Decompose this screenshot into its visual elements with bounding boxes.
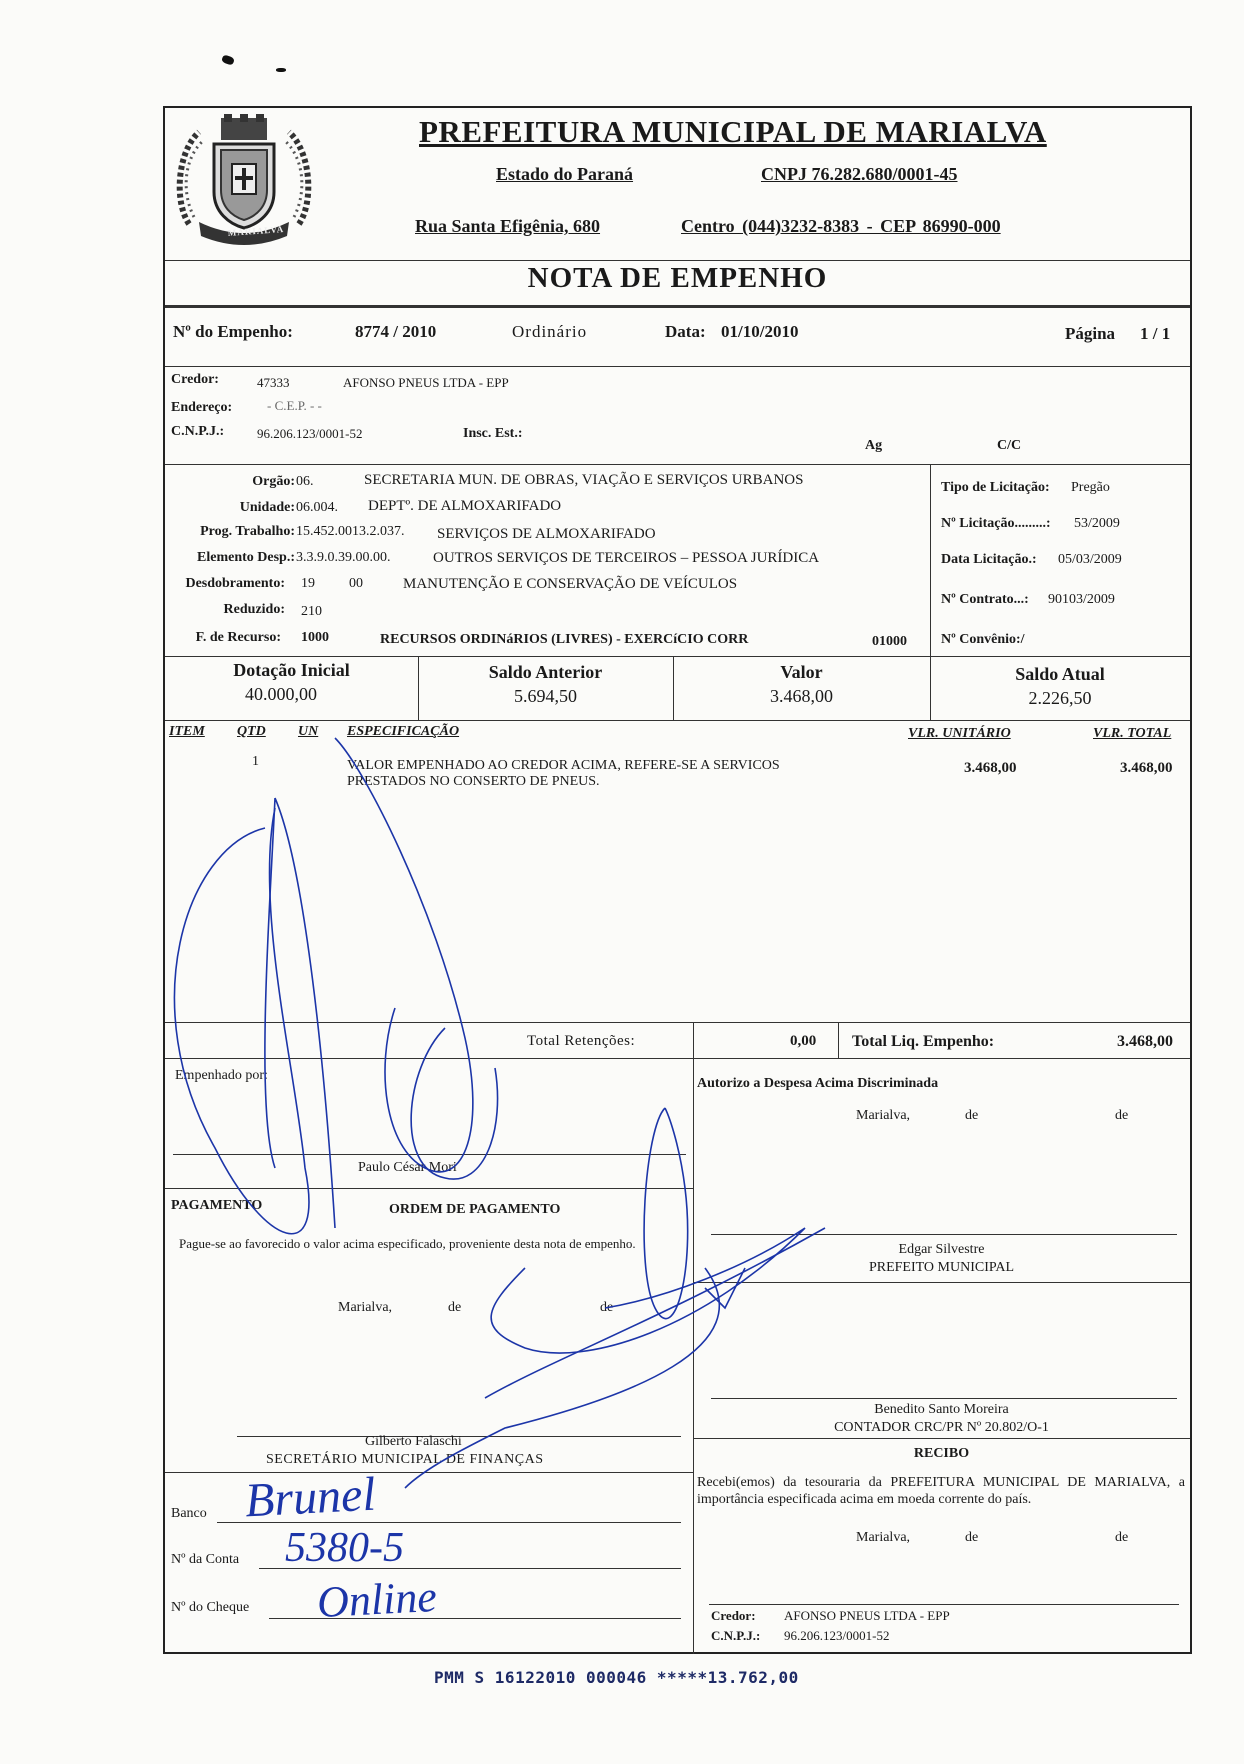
contrato-number: 90103/2009 (1048, 592, 1115, 607)
prefeito-name: Edgar Silvestre (898, 1242, 985, 1257)
total-value-column-header: VLR. TOTAL (1093, 726, 1172, 741)
recibo-cnpj-label: C.N.P.J.: (711, 1628, 761, 1643)
page-label: Página (1065, 324, 1116, 343)
autorizo-place: Marialva, (856, 1108, 911, 1123)
valor-value: 3.468,00 (770, 686, 833, 706)
cheque-handwritten: Online (315, 1571, 438, 1628)
autorizo-despesa-text: Autorizo a Despesa Acima Discriminada (697, 1076, 939, 1091)
saldo-anterior-label: Saldo Anterior (488, 662, 603, 682)
contador-name: Benedito Santo Moreira (874, 1402, 1009, 1417)
fonte-recurso-label: F. de Recurso: (195, 630, 281, 645)
credor-cnpj-label: C.N.P.J.: (171, 424, 225, 439)
valor-label: Valor (780, 662, 823, 682)
elemento-desp-label: Elemento Desp.: (197, 550, 295, 565)
address-label: Endereço: (171, 400, 233, 415)
recibo-cnpj: 96.206.123/0001-52 (784, 1628, 890, 1643)
orgao-description: SECRETARIA MUN. DE OBRAS, VIAÇÃO E SERVIÇOS URBANOS (364, 472, 804, 488)
scan-mark (221, 54, 235, 66)
state-name: Estado do Paraná (496, 164, 634, 184)
saldo-atual-value: 2.226,50 (1028, 688, 1092, 708)
licitacao-date-label: Data Licitação.: (941, 552, 1037, 567)
cheque-label: Nº do Cheque (171, 1600, 250, 1615)
empenho-number-label: Nº do Empenho: (173, 322, 293, 341)
pagamento-de-2: de (600, 1300, 614, 1315)
saldo-atual-label: Saldo Atual (1015, 664, 1105, 684)
un-column-header: UN (298, 724, 319, 739)
item-spec-line-2: PRESTADOS NO CONSERTO DE PNEUS. (347, 774, 600, 789)
conta-label: Nº da Conta (171, 1552, 240, 1567)
municipal-street: Rua Santa Efigênia, 680 (415, 216, 601, 236)
especificacao-column-header: ESPECIFICAÇÃO (347, 724, 460, 739)
conta-handwritten: 5380-5 (285, 1525, 404, 1571)
seal-banner-text: MARIALVA (227, 224, 285, 238)
empenhado-por-name: Paulo César Mori (358, 1160, 457, 1175)
desdobramento-label: Desdobramento: (185, 576, 285, 591)
item-spec-line-1: VALOR EMPENHADO AO CREDOR ACIMA, REFERE-SE A SERVICOS (347, 758, 780, 773)
item-qty: 1 (252, 754, 259, 769)
document-title: NOTA DE EMPENHO (527, 262, 828, 294)
banco-label: Banco (171, 1506, 207, 1521)
desdobramento-code: 19 (301, 576, 315, 591)
total-retencoes-label: Total Retenções: (527, 1033, 636, 1049)
pagamento-place: Marialva, (338, 1300, 393, 1315)
saldo-anterior-value: 5.694,50 (514, 686, 577, 706)
municipal-address: Centro (044)3232-8383 - CEP 86990-000 (681, 216, 1001, 236)
nota-de-empenho-form (163, 106, 1192, 1654)
elemento-desp-description: OUTROS SERVIÇOS DE TERCEIROS – PESSOA JURÍDICA (433, 550, 820, 566)
total-retencoes-value: 0,00 (790, 1033, 817, 1049)
dotacao-inicial-value: 40.000,00 (245, 684, 317, 704)
qtd-column-header: QTD (237, 724, 266, 739)
convenio-label: Nº Convênio:/ (941, 632, 1025, 647)
elemento-desp-code: 3.3.9.0.39.00.00. (296, 550, 391, 565)
pagamento-text: Pague-se ao favorecido o valor acima especificado, proveniente desta nota de empenho. (179, 1236, 636, 1251)
municipal-cnpj: CNPJ 76.282.680/0001-45 (761, 164, 958, 184)
empenho-number: 8774 / 2010 (355, 322, 437, 341)
contrato-label: Nº Contrato...: (941, 592, 1029, 607)
recibo-text: Recebi(emos) da tesouraria da PREFEITURA MUNICIPAL DE MARIALVA, a importância especificada acima em moeda corrente do país. (697, 1475, 1185, 1507)
total-liquido-value: 3.468,00 (1117, 1033, 1173, 1050)
page-title: PREFEITURA MUNICIPAL DE MARIALVA (419, 114, 1047, 149)
banco-handwritten: Brunel (243, 1467, 377, 1528)
recibo-title: RECIBO (913, 1446, 970, 1461)
autorizo-de-2: de (1115, 1108, 1129, 1123)
recibo-credor-label: Credor: (711, 1608, 756, 1623)
recibo-de-2: de (1115, 1530, 1129, 1545)
date-label: Data: (665, 322, 706, 341)
credor-label: Credor: (171, 372, 219, 387)
contador-title: CONTADOR CRC/PR Nº 20.802/O-1 (834, 1420, 1049, 1435)
empenho-type: Ordinário (512, 322, 588, 341)
dotacao-inicial-label: Dotação Inicial (233, 660, 350, 680)
prefeito-title: PREFEITO MUNICIPAL (868, 1260, 1015, 1275)
item-column-header: ITEM (169, 724, 205, 739)
prog-trabalho-label: Prog. Trabalho: (200, 524, 295, 539)
secretario-name: Gilberto Falaschi (365, 1434, 462, 1449)
ordem-pagamento-label: ORDEM DE PAGAMENTO (389, 1202, 561, 1217)
recibo-de-1: de (965, 1530, 979, 1545)
page-number: 1 / 1 (1140, 324, 1171, 343)
credor-cnpj: 96.206.123/0001-52 (257, 426, 363, 441)
prog-trabalho-code: 15.452.0013.2.037. (296, 524, 405, 539)
recibo-place: Marialva, (856, 1530, 911, 1545)
total-liquido-label: Total Liq. Empenho: (852, 1033, 995, 1050)
orgao-label: Orgão: (252, 474, 295, 489)
licitacao-date: 05/03/2009 (1058, 552, 1122, 567)
secretario-title: SECRETÁRIO MUNICIPAL DE FINANÇAS (266, 1452, 544, 1467)
prog-trabalho-description: SERVIÇOS DE ALMOXARIFADO (437, 526, 656, 542)
insc-est-label: Insc. Est.: (463, 426, 523, 441)
licitacao-number-label: Nº Licitação.........: (941, 516, 1051, 531)
credor-address: - C.E.P. - - (267, 398, 322, 413)
fonte-recurso-description: RECURSOS ORDINáRIOS (LIVRES) - EXERCíCIO CORR (380, 632, 749, 647)
unidade-description: DEPTº. DE ALMOXARIFADO (368, 498, 562, 514)
scan-mark (276, 68, 286, 72)
reduzido-value: 210 (301, 604, 322, 619)
fonte-recurso-tail: 01000 (872, 634, 907, 649)
credor-name: AFONSO PNEUS LTDA - EPP (343, 375, 509, 390)
fonte-recurso-code: 1000 (301, 630, 329, 645)
item-unit-value: 3.468,00 (964, 760, 1017, 776)
pagamento-de-1: de (448, 1300, 462, 1315)
unidade-code: 06.004. (296, 500, 338, 515)
empenhado-por-label: Empenhado por: (175, 1068, 268, 1083)
autorizo-de-1: de (965, 1108, 979, 1123)
account-label: C/C (997, 438, 1022, 453)
orgao-code: 06. (296, 474, 314, 489)
tipo-licitacao: Pregão (1071, 480, 1110, 495)
pagamento-label: PAGAMENTO (171, 1198, 263, 1213)
item-total-value: 3.468,00 (1120, 760, 1173, 776)
empenho-date: 01/10/2010 (721, 322, 799, 341)
desdobramento-subcode: 00 (349, 576, 363, 591)
tipo-licitacao-label: Tipo de Licitação: (941, 480, 1050, 495)
footer-stamp: PMM S 16122010 000046 *****13.762,00 (434, 1668, 799, 1687)
reduzido-label: Reduzido: (223, 602, 285, 617)
agency-label: Ag (865, 438, 883, 453)
credor-code: 47333 (257, 375, 290, 390)
licitacao-number: 53/2009 (1074, 516, 1120, 531)
desdobramento-description: MANUTENÇÃO E CONSERVAÇÃO DE VEÍCULOS (403, 576, 738, 592)
unit-value-column-header: VLR. UNITÁRIO (908, 726, 1011, 741)
unidade-label: Unidade: (239, 500, 295, 515)
recibo-credor: AFONSO PNEUS LTDA - EPP (784, 1608, 950, 1623)
